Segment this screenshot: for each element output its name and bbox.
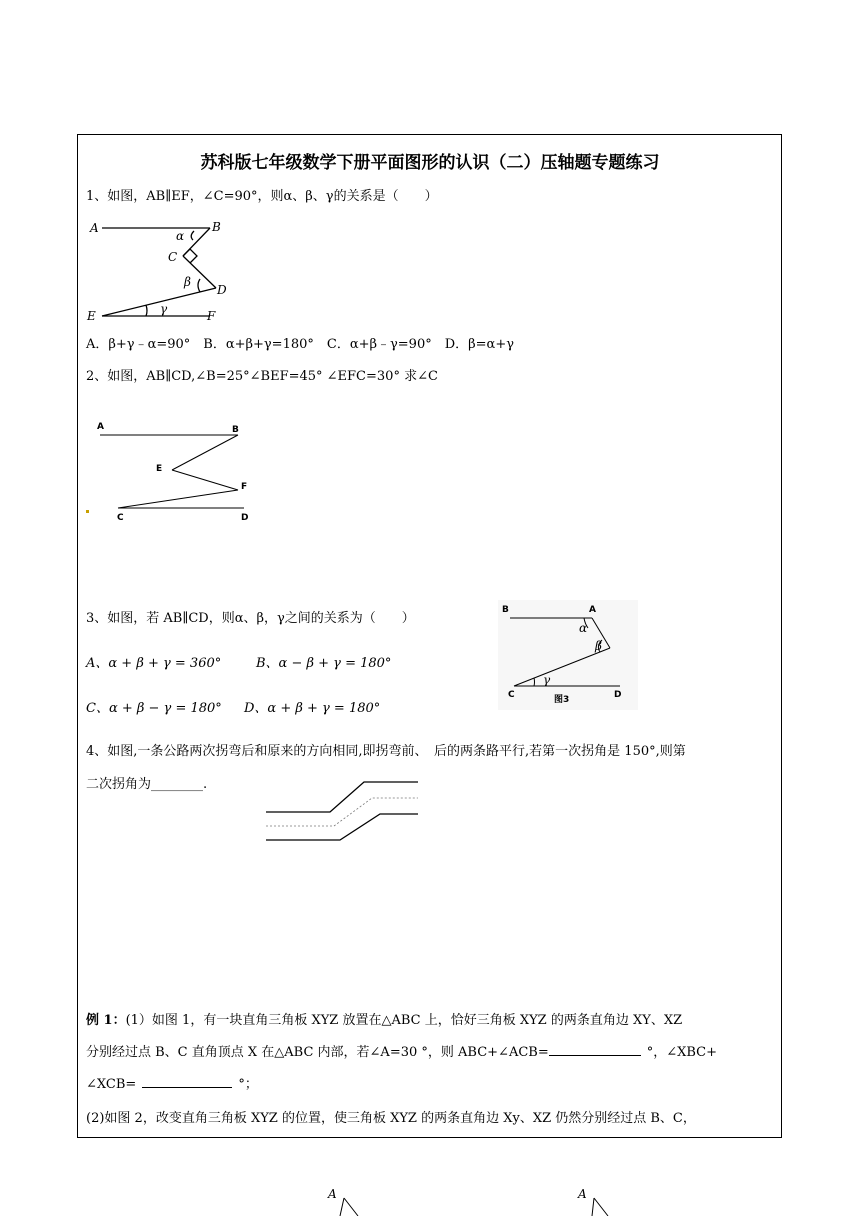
q3-label-alpha: α — [579, 621, 588, 635]
q2-label-a: A — [97, 422, 104, 432]
q2-label-b: B — [232, 425, 239, 435]
q1-label-b: B — [212, 220, 221, 234]
q2-label-f: F — [241, 482, 248, 492]
ex1-label: 例 1： — [86, 1013, 126, 1028]
q1-label-gamma: γ — [160, 302, 168, 316]
q3-option-b: B、α − β + γ = 180° — [256, 656, 392, 671]
q1-options: A．β+γ﹣α=90° B．α+β+γ=180° C．α+β﹣γ=90° D．β=α+γ — [86, 337, 514, 352]
page-title: 苏科版七年级数学下册平面图形的认识（二）压轴题专题练习 — [200, 153, 660, 173]
q3-label-b: B — [502, 605, 509, 615]
ex1-text-b: 分别经过点 B、C 直角顶点 X 在△ABC 内部，若∠A=30 °，则 ABC+∠ACB= — [86, 1045, 549, 1060]
q3-option-c: C、α + β − γ = 180° — [86, 701, 222, 716]
q2-figure — [86, 418, 256, 523]
q4-line1: 4、如图,一条公路两次拐弯后和原来的方向相同,即拐弯前、 后的两条路平行,若第一次拐角是 150°,则第 — [86, 744, 686, 759]
q1-label-d: D — [217, 283, 227, 297]
ex1-text-e: °； — [238, 1077, 258, 1092]
q1-label-e: E — [87, 309, 96, 323]
bottom-label-a1: A — [328, 1187, 337, 1201]
q1-label-a: A — [90, 221, 99, 235]
q3-label-gamma: γ — [543, 673, 551, 687]
q2-label-d: D — [241, 513, 249, 523]
q3-figure — [498, 600, 638, 710]
q1-stem: 1、如图，AB∥EF，∠C=90°，则α、β、γ的关系是（ ） — [86, 189, 438, 204]
ex1-line1 — [86, 1012, 776, 1030]
bottom-figure-2 — [578, 1186, 618, 1216]
q4-road-figure — [262, 776, 420, 848]
q1-label-beta: β — [184, 275, 191, 289]
ex1-text-c: °，∠XBC+ — [646, 1045, 718, 1060]
q3-stem: 3、如图，若 AB∥CD，则α、β，γ之间的关系为（ ） — [86, 611, 415, 626]
bottom-figure-1 — [328, 1186, 368, 1216]
ex1-line4: (2)如图 2，改变直角三角板 XYZ 的位置，使三角板 XYZ 的两条直角边 Xy、XZ 仍然分别经过点 B、C， — [86, 1111, 696, 1126]
q1-label-alpha: α — [176, 229, 185, 243]
q3-label-d: D — [614, 690, 622, 700]
answer-blank-2[interactable] — [142, 1087, 232, 1088]
ex1-line3 — [86, 1076, 776, 1094]
answer-blank-1[interactable] — [549, 1055, 641, 1056]
q4-line2: 二次拐角为________. — [86, 777, 208, 792]
q1-label-c: C — [168, 250, 178, 264]
q3-option-d: D、α + β + γ = 180° — [244, 701, 381, 716]
bottom-label-a2: A — [578, 1187, 587, 1201]
q3-figure-caption: 图3 — [554, 695, 570, 705]
ex1-text-a: (1）如图 1，有一块直角三角板 XYZ 放置在△ABC 上，恰好三角板 XYZ 的两条直角边 XY、XZ — [125, 1013, 683, 1028]
q3-option-a: A、α + β + γ = 360° — [86, 656, 222, 671]
q2-label-c: C — [117, 513, 124, 523]
q2-stem: 2、如图，AB∥CD,∠B=25°∠BEF=45° ∠EFC=30° 求∠C — [86, 369, 438, 384]
q3-label-beta: β — [595, 639, 602, 653]
q1-label-f: F — [207, 309, 216, 323]
q1-figure — [86, 216, 236, 326]
q3-label-c: C — [508, 690, 515, 700]
q3-label-a: A — [589, 605, 596, 615]
q2-label-e: E — [156, 464, 163, 474]
ex1-line2 — [86, 1044, 776, 1062]
ex1-text-d: ∠XCB= — [86, 1077, 137, 1092]
